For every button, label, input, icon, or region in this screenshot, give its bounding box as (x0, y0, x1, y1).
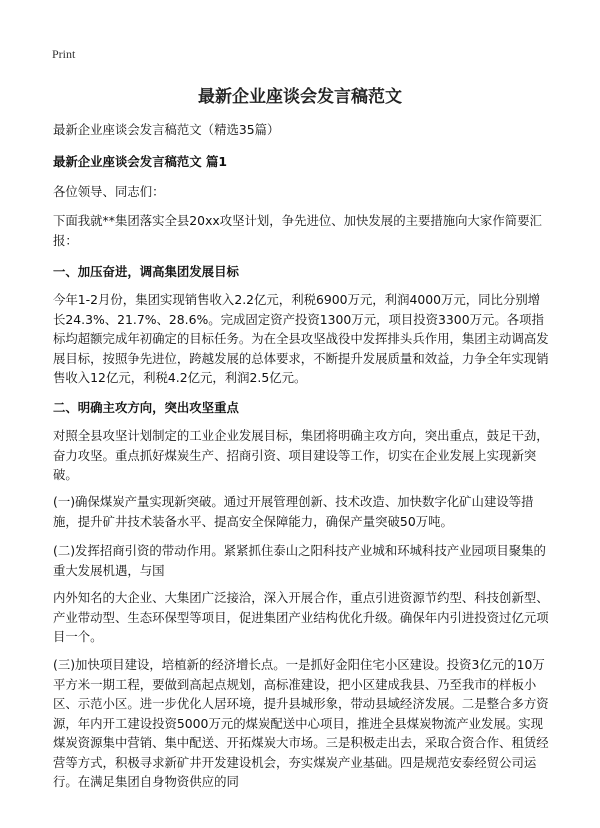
document-title: 最新企业座谈会发言稿范文 (198, 87, 402, 107)
paragraph-2: 对照全县攻坚计划制定的工业企业发展目标，集团将明确主攻方向，突出重点，鼓足干劲，奋力攻坚。重点抓好煤炭生产、招商引资、项目建设等工作，切实在企业发展上实现新突破。 (53, 428, 549, 482)
paragraph-3: (一)确保煤炭产量实现新突破。通过开展管理创新、技术改造、加快数字化矿山建设等措施，提升矿井技术装备水平、提高安全保障能力，确保产量突破50万吨。 (53, 494, 534, 529)
section-title: 最新企业座谈会发言稿范文 篇1 (53, 154, 228, 169)
print-label: Print (52, 47, 76, 61)
greeting: 各位领导、同志们： (53, 184, 165, 199)
intro-paragraph: 下面我就**集团落实全县20xx攻坚计划，争先进位、加快发展的主要措施向大家作简要汇报： (53, 213, 542, 248)
paragraph-4: (二)发挥招商引资的带动作用。紧紧抓住泰山之阳科技产业城和环城科技产业园项目聚集的重大发展机遇，与国 (53, 543, 546, 578)
paragraph-6: (三)加快项目建设，培植新的经济增长点。一是抓好金阳住宅小区建设。投资3亿元的10万平方米一期工程，要做到高起点规划，高标准建设，把小区建成我县、乃至我市的样板小区、示范小区。进一步优化人居环境，提升县城形象，带动县域经济发展。二是整合多方资源，年内开工建设投资5000万元的煤炭配送中心项目，推进全县煤炭物流产业发展。实现煤炭资源集中营销、集中配送、开拓煤炭大市场。三是积极走出去，采取合资合作、租赁经营等方式，积极寻求新矿井开发建设机会，夯实煤炭产业基础。四是规范安泰经贸公司运行。在满足集团自身物资供应的同 (53, 657, 549, 789)
paragraph-5: 内外知名的大企业、大集团广泛接洽，深入开展合作，重点引进资源节约型、科技创新型、产业带动型、生态环保型等项目，促进集团产业结构优化升级。确保年内引进投资过亿元项目一个。 (53, 590, 549, 644)
document-subtitle: 最新企业座谈会发言稿范文（精选35篇） (53, 122, 280, 137)
heading-2: 二、明确主攻方向，突出攻坚重点 (53, 400, 239, 415)
paragraph-1: 今年1-2月份，集团实现销售收入2.2亿元，利税6900万元，利润4000万元，同比分别增长24.3%、21.7%、28.6%。完成固定资产投资1300万元，项目投资3300万元。各项指标均超额完成年初确定的目标任务。为在全县攻坚战役中发挥排头兵作用，集团主动调高发展目标，按照争先进位，跨越发展的总体要求，不断提升发展质量和效益，力争全年实现销售收入12亿元，利税4.2亿元，利润2.5亿元。 (53, 292, 549, 385)
heading-1: 一、加压奋进，调高集团发展目标 (53, 264, 239, 279)
